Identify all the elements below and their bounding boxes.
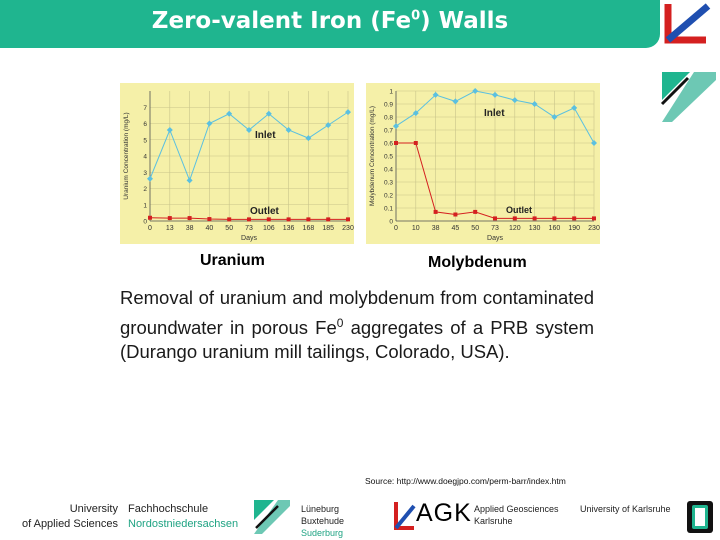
y-tick-label: 0.3 [383,179,393,187]
footer-cities [301,503,344,539]
x-tick-label: 50 [225,225,234,232]
footer-agk [474,503,559,527]
data-point-outlet [394,141,398,145]
x-tick-label: 0 [394,225,398,232]
fh-logo-icon [252,498,292,536]
x-tick-label: 40 [205,225,214,232]
data-point-inlet [305,135,311,141]
x-tick-label: 185 [322,225,335,232]
footer-univ-line1: University [69,503,118,515]
x-tick-label: 50 [471,225,480,232]
y-tick-label: 0.5 [383,153,393,161]
slide-title: Zero-valent Iron (Fe$^0$) Walls [151,8,509,34]
data-point-outlet [306,217,310,221]
x-tick-label: 130 [528,225,541,232]
series-label-outlet: Outlet [250,206,279,217]
footer-city-3: Suderburg [301,528,344,538]
data-point-inlet [393,123,399,129]
data-point-outlet [207,217,211,221]
y-tick-label: 1 [143,202,147,210]
x-axis-label: Days [241,235,257,242]
data-point-outlet [287,217,291,221]
university-logo-icon [660,0,720,125]
series-label-inlet: Inlet [484,108,505,119]
y-tick-label: 0.7 [383,127,393,135]
data-point-outlet [346,217,350,221]
footer-univ-line2: of Applied Sciences [21,518,118,530]
caption-molybdenum: Molybdenum [428,254,527,271]
y-tick-label: 5 [143,137,147,145]
uranium-chart [120,83,354,244]
y-tick-label: 2 [143,186,147,193]
footer-fachhochschule [128,502,238,532]
data-point-outlet [168,216,172,220]
data-point-inlet [472,88,478,94]
data-point-outlet [267,217,271,221]
data-point-outlet [493,216,497,220]
x-tick-label: 73 [491,225,499,232]
description-text: Removal of uranium and molybdenum from contaminated groundwater in porous Fe$^0$ aggregates of a PRB system (Durango uranium mill tailings, Colorado, USA). [120,287,594,363]
y-axis-label: Molybdenum Concentration (mg/L) [369,105,376,207]
x-tick-label: 10 [411,225,420,232]
data-point-inlet [187,177,193,183]
x-tick-label: 38 [185,225,194,232]
y-tick-label: 0 [143,218,147,226]
y-tick-label: 0.2 [383,192,393,200]
source-citation: Source: http://www.doegjpo.com/perm-barr/index.htm [365,476,566,486]
agk-logo: AGK [416,499,472,527]
data-point-inlet [591,140,597,146]
data-point-inlet [551,114,557,120]
data-point-outlet [572,216,576,220]
data-point-inlet [571,105,577,111]
x-tick-label: 168 [302,225,315,232]
molybdenum-chart-plot [366,83,600,244]
y-tick-label: 7 [143,104,147,112]
x-tick-label: 0 [148,225,152,232]
series-label-outlet: Outlet [506,205,532,215]
data-point-outlet [453,213,457,217]
x-tick-label: 106 [262,225,275,232]
y-tick-label: 0.6 [383,140,393,148]
y-tick-label: 0.1 [383,205,393,213]
uranium-chart-plot [120,83,354,244]
data-point-outlet [552,216,556,220]
x-tick-label: 230 [342,225,354,232]
data-point-inlet [345,109,351,115]
x-tick-label: 38 [431,225,440,232]
karlsruhe-seal-icon [686,500,714,534]
y-tick-label: 1 [389,88,393,96]
footer-fh-line1: Fachhochschule [128,503,209,515]
karlsruhe-logo-icon [392,500,416,532]
molybdenum-chart [366,83,600,244]
footer-agk-line2: Karlsruhe [474,516,513,526]
x-tick-label: 160 [548,225,561,232]
y-tick-label: 6 [143,121,147,128]
data-point-outlet [247,217,251,221]
series-label-inlet: Inlet [255,130,276,141]
footer-agk-line1: Applied Geosciences [474,504,559,514]
x-tick-label: 136 [282,225,295,232]
x-tick-label: 45 [451,225,460,232]
data-point-outlet [533,216,537,220]
y-tick-label: 0 [389,218,393,226]
data-point-outlet [326,217,330,221]
data-point-outlet [592,216,596,220]
data-point-inlet [512,97,518,103]
x-tick-label: 73 [245,225,253,232]
footer-karlsruhe-university: University of Karlsruhe [580,504,671,514]
data-point-inlet [147,176,153,182]
y-tick-label: 3 [143,169,147,177]
y-tick-label: 0.9 [383,101,393,109]
y-tick-label: 0.4 [383,166,393,174]
x-tick-label: 13 [165,225,174,232]
data-point-outlet [188,216,192,220]
y-axis-label: Uranium Concentration (mg/L) [123,112,130,200]
y-tick-label: 0.8 [383,114,393,122]
data-point-outlet [414,141,418,145]
y-tick-label: 4 [143,153,147,161]
data-point-inlet [325,122,331,128]
data-point-outlet [148,216,152,220]
caption-uranium: Uranium [200,252,265,269]
x-tick-label: 190 [568,225,581,232]
data-point-inlet [492,92,498,98]
data-point-outlet [227,217,231,221]
footer-fh-line2: Nordostniedersachsen [128,518,239,530]
footer-university [12,502,118,532]
data-point-inlet [206,121,212,127]
footer-city-1: Lüneburg [301,504,340,514]
data-point-outlet [434,210,438,214]
footer-city-2: Buxtehude [301,516,345,526]
x-tick-label: 120 [508,225,521,232]
data-point-inlet [167,127,173,133]
data-point-inlet [452,98,458,104]
data-point-outlet [473,210,477,214]
data-point-outlet [513,216,517,220]
x-axis-label: Days [487,235,503,242]
x-tick-label: 230 [588,225,600,232]
data-point-inlet [532,101,538,107]
